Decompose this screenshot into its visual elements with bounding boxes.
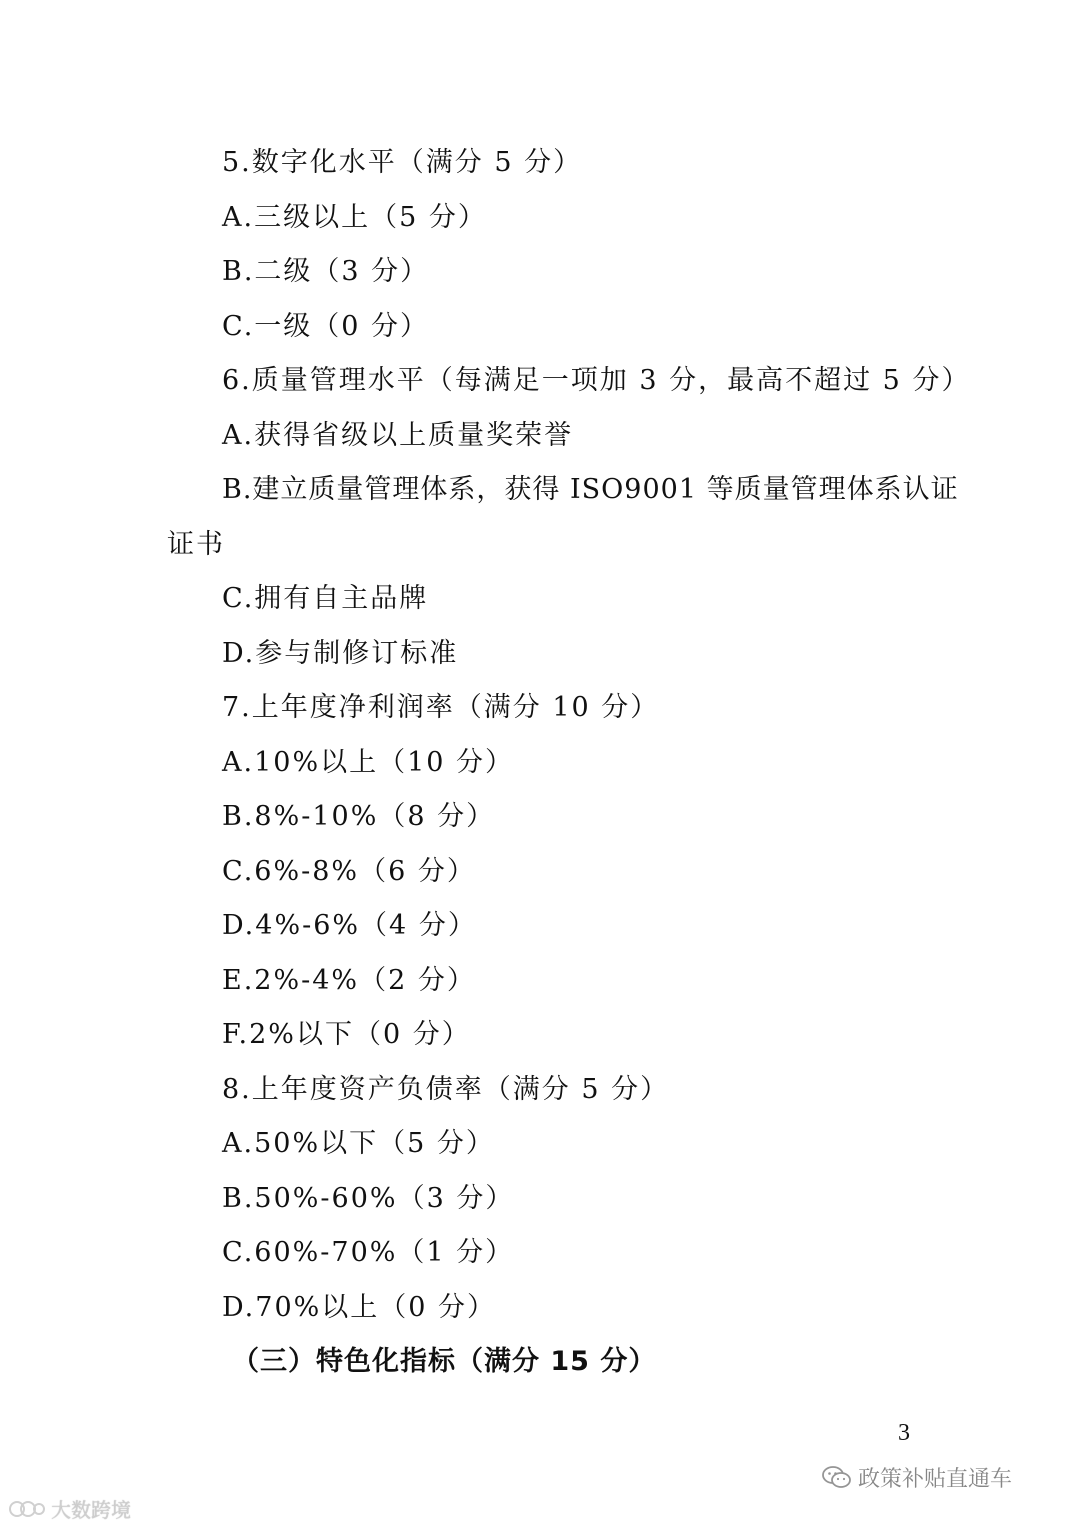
list-item: C.60%-70%（1 分） xyxy=(222,1237,515,1268)
list-item: A.获得省级以上质量奖荣誉 xyxy=(222,419,574,451)
item-heading-quality: 6.质量管理水平（每满足一项加 3 分，最高不超过 5 分） xyxy=(222,365,971,396)
item-heading-digitalization: 5.数字化水平（满分 5 分） xyxy=(222,147,583,178)
list-item: B.50%-60%（3 分） xyxy=(222,1182,515,1214)
list-item: C.拥有自主品牌 xyxy=(222,583,429,614)
document-body xyxy=(167,136,971,1390)
list-item: B.二级（3 分） xyxy=(222,256,430,287)
list-item: C.一级（0 分） xyxy=(222,310,430,342)
watermark-left xyxy=(8,1494,131,1523)
list-item: D.70%以上（0 分） xyxy=(222,1291,497,1323)
section-heading: （三）特色化指标（满分 15 分） xyxy=(232,1346,657,1377)
list-item-continuation: 证书 xyxy=(167,528,225,560)
list-item: A.50%以下（5 分） xyxy=(222,1128,495,1159)
watermark-left-text: 大数跨境 xyxy=(51,1498,131,1522)
item-heading-profit-rate: 7.上年度净利润率（满分 10 分） xyxy=(222,692,660,723)
list-item: F.2%以下（0 分） xyxy=(222,1019,471,1050)
list-item: C.6%-8%（6 分） xyxy=(222,855,476,887)
wechat-icon xyxy=(822,1465,852,1491)
watermark-right xyxy=(822,1462,1012,1493)
watermark-right-text: 政策补贴直通车 xyxy=(858,1467,1013,1492)
list-item: B.建立质量管理体系，获得 ISO9001 等质量管理体系认证 xyxy=(222,474,959,505)
list-item: D.参与制修订标准 xyxy=(222,637,459,669)
list-item: D.4%-6%（4 分） xyxy=(222,910,477,941)
item-heading-debt-ratio: 8.上年度资产负债率（满分 5 分） xyxy=(222,1073,670,1105)
brand-logo-icon xyxy=(8,1498,46,1520)
list-item: A.10%以上（10 分） xyxy=(222,746,515,778)
page-number: 3 xyxy=(898,1420,910,1446)
list-item: B.8%-10%（8 分） xyxy=(222,801,496,832)
list-item: E.2%-4%（2 分） xyxy=(222,964,476,996)
list-item: A.三级以上（5 分） xyxy=(222,201,487,233)
